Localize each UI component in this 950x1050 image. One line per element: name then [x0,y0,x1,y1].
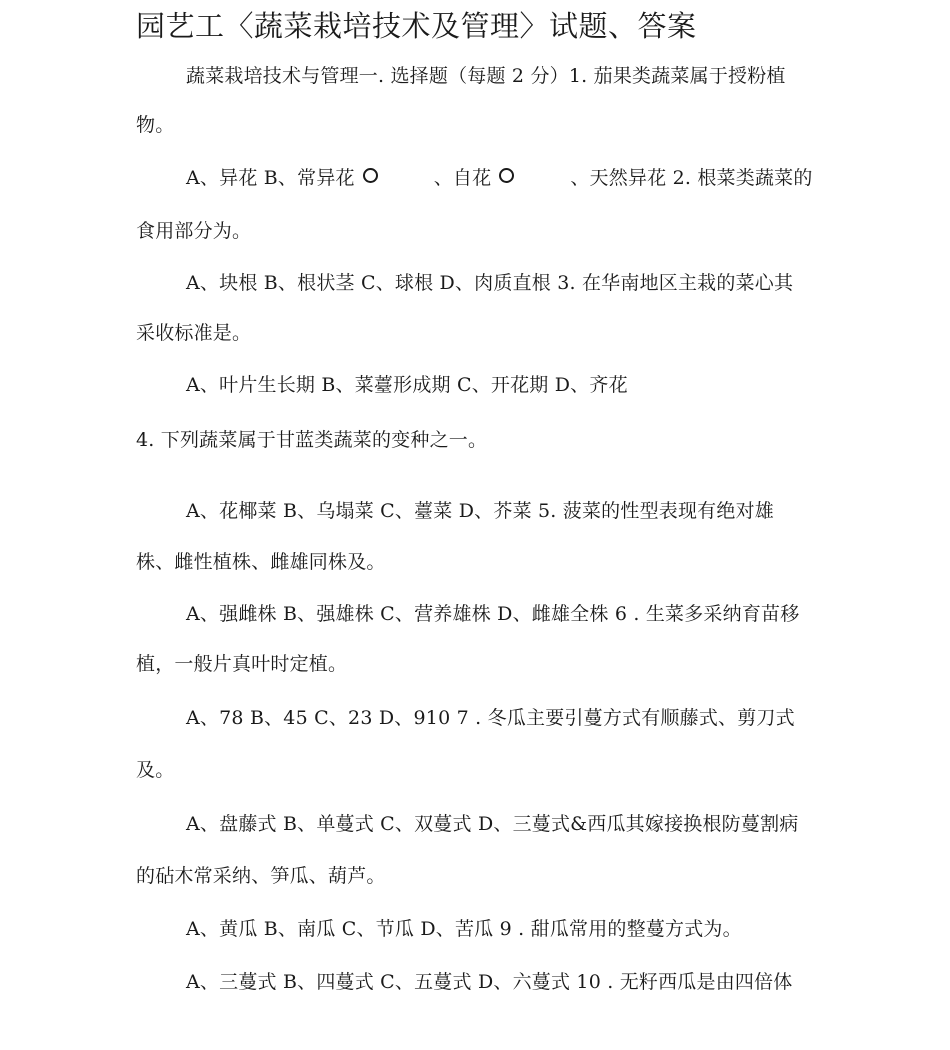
answer-options-line: A、花椰菜 B、乌塌菜 C、薹菜 D、芥菜 5. 菠菜的性型表现有绝对雄 [186,500,774,522]
question-line: 株、雌性植株、雌雄同株及。 [136,551,386,573]
option-text: A、异花 B、常异花 [186,167,355,189]
answer-options-line: A、盘藤式 B、单蔓式 C、双蔓式 D、三蔓式&西瓜其嫁接换根防蔓割病 [186,813,799,835]
answer-options-line: A、叶片生长期 B、菜薹形成期 C、开花期 D、齐花 [186,374,628,396]
answer-options-line: A、块根 B、根状茎 C、球根 D、肉质直根 3. 在华南地区主栽的菜心其 [186,272,794,294]
answer-options-line: A、黄瓜 B、南瓜 C、节瓜 D、苦瓜 9 . 甜瓜常用的整蔓方式为。 [186,918,742,940]
answer-options-line: A、78 B、45 C、23 D、910 7 . 冬瓜主要引蔓方式有顺藤式、剪刀式 [186,707,795,729]
question-line: 4. 下列蔬菜属于甘蓝类蔬菜的变种之一。 [136,429,488,451]
option-text: 、天然异花 2. 根菜类蔬菜的 [570,167,813,189]
question-line: 采收标准是。 [136,322,252,344]
option-text: 、自花 [433,167,492,189]
question-line: 的砧木常采纳、笋瓜、葫芦。 [136,865,386,887]
answer-options-line: A、三蔓式 B、四蔓式 C、五蔓式 D、六蔓式 10 . 无籽西瓜是由四倍体 [186,971,793,993]
circle-icon [499,168,514,183]
circle-icon [363,168,378,183]
question-line: 植，一般片真叶时定植。 [136,653,348,675]
answer-options-line [186,164,813,192]
question-line: 食用部分为。 [136,220,252,242]
question-line: 物。 [136,114,175,136]
question-line: 蔬菜栽培技术与管理一. 选择题（每题 2 分）1. 茄果类蔬菜属于授粉植 [186,65,786,87]
question-line: 及。 [136,759,175,781]
answer-options-line: A、强雌株 B、强雄株 C、营养雄株 D、雌雄全株 6 . 生菜多采纳育苗移 [186,603,800,625]
document-title: 园艺工〈蔬菜栽培技术及管理〉试题、答案 [136,9,697,43]
